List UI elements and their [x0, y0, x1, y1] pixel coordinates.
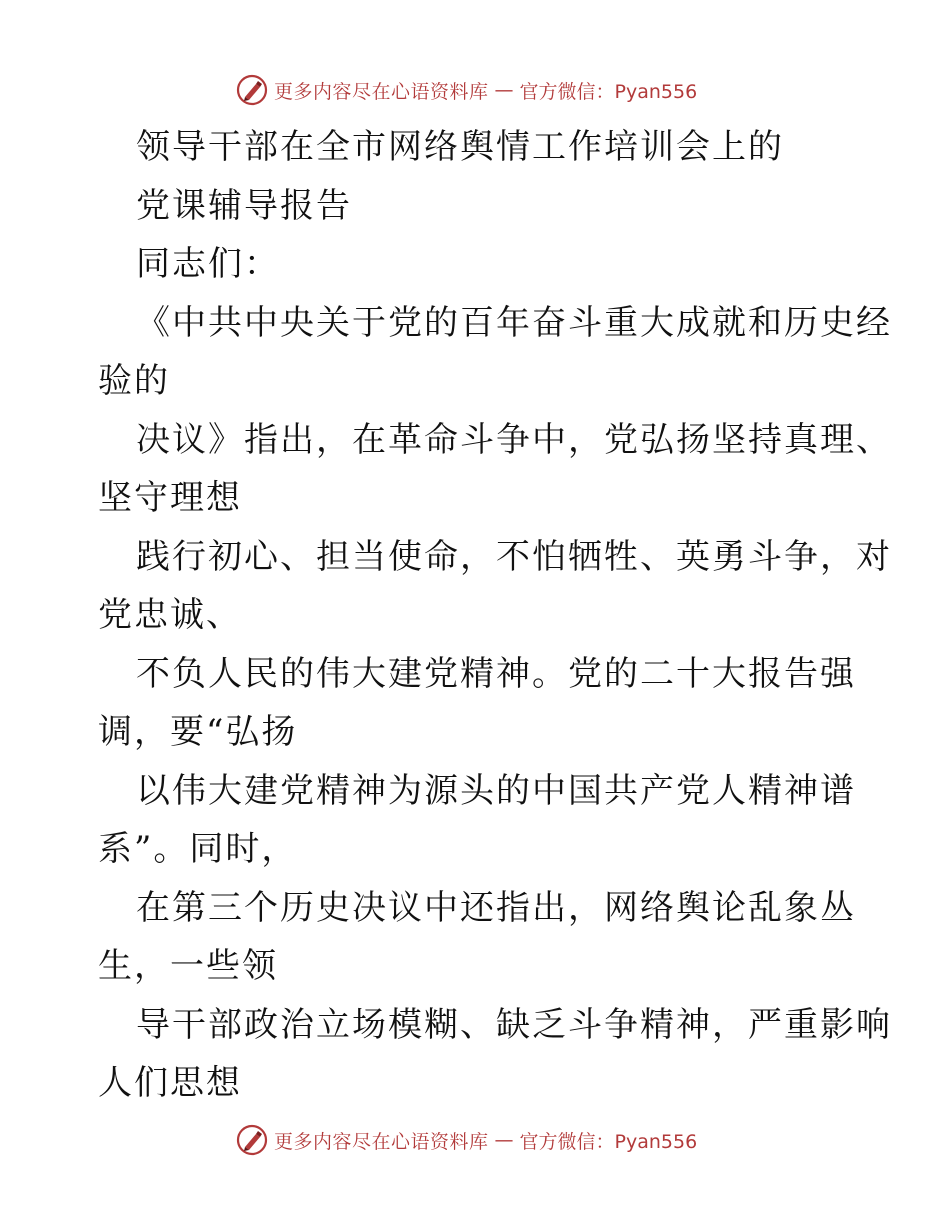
text-line: 人们思想 — [98, 1063, 242, 1103]
text-line: 党课辅导报告 — [136, 185, 352, 226]
text-line: 导干部政治立场模糊、缺乏斗争精神，严重影响 — [136, 1004, 892, 1045]
watermark-footer — [236, 1123, 697, 1157]
text-line: 党忠诚、 — [98, 595, 242, 635]
watermark-text: 更多内容尽在心语资料库 — [274, 80, 489, 103]
text-line: 系”。同时， — [98, 829, 298, 869]
pen-logo-icon — [236, 1124, 268, 1156]
text-line: 同志们： — [136, 244, 280, 284]
text-line: 坚守理想 — [98, 478, 242, 518]
watermark-contact: 官方微信：Pyan556 — [519, 1130, 698, 1153]
watermark-text: 更多内容尽在心语资料库 — [274, 1130, 489, 1153]
pen-logo-icon — [236, 74, 268, 106]
text-line: 不负人民的伟大建党精神。党的二十大报告强 — [136, 653, 856, 694]
text-line: 《中共中央关于党的百年奋斗重大成就和历史经 — [136, 302, 892, 343]
document-body — [98, 118, 892, 1113]
text-line: 以伟大建党精神为源头的中国共产党人精神谱 — [136, 770, 856, 811]
text-line: 领导干部在全市网络舆情工作培训会上的 — [136, 127, 784, 167]
text-line: 在第三个历史决议中还指出，网络舆论乱象丛 — [136, 887, 856, 928]
text-line: 践行初心、担当使命，不怕牺牲、英勇斗争，对 — [136, 536, 892, 577]
text-line: 验的 — [98, 361, 170, 401]
watermark-header — [236, 73, 697, 107]
text-line: 调，要“弘扬 — [98, 712, 298, 752]
text-line: 生，一些领 — [98, 946, 278, 986]
watermark-separator: — — [494, 79, 514, 101]
text-line: 决议》指出，在革命斗争中，党弘扬坚持真理、 — [136, 419, 892, 460]
watermark-separator: — — [494, 1129, 514, 1151]
watermark-contact: 官方微信：Pyan556 — [519, 80, 698, 103]
